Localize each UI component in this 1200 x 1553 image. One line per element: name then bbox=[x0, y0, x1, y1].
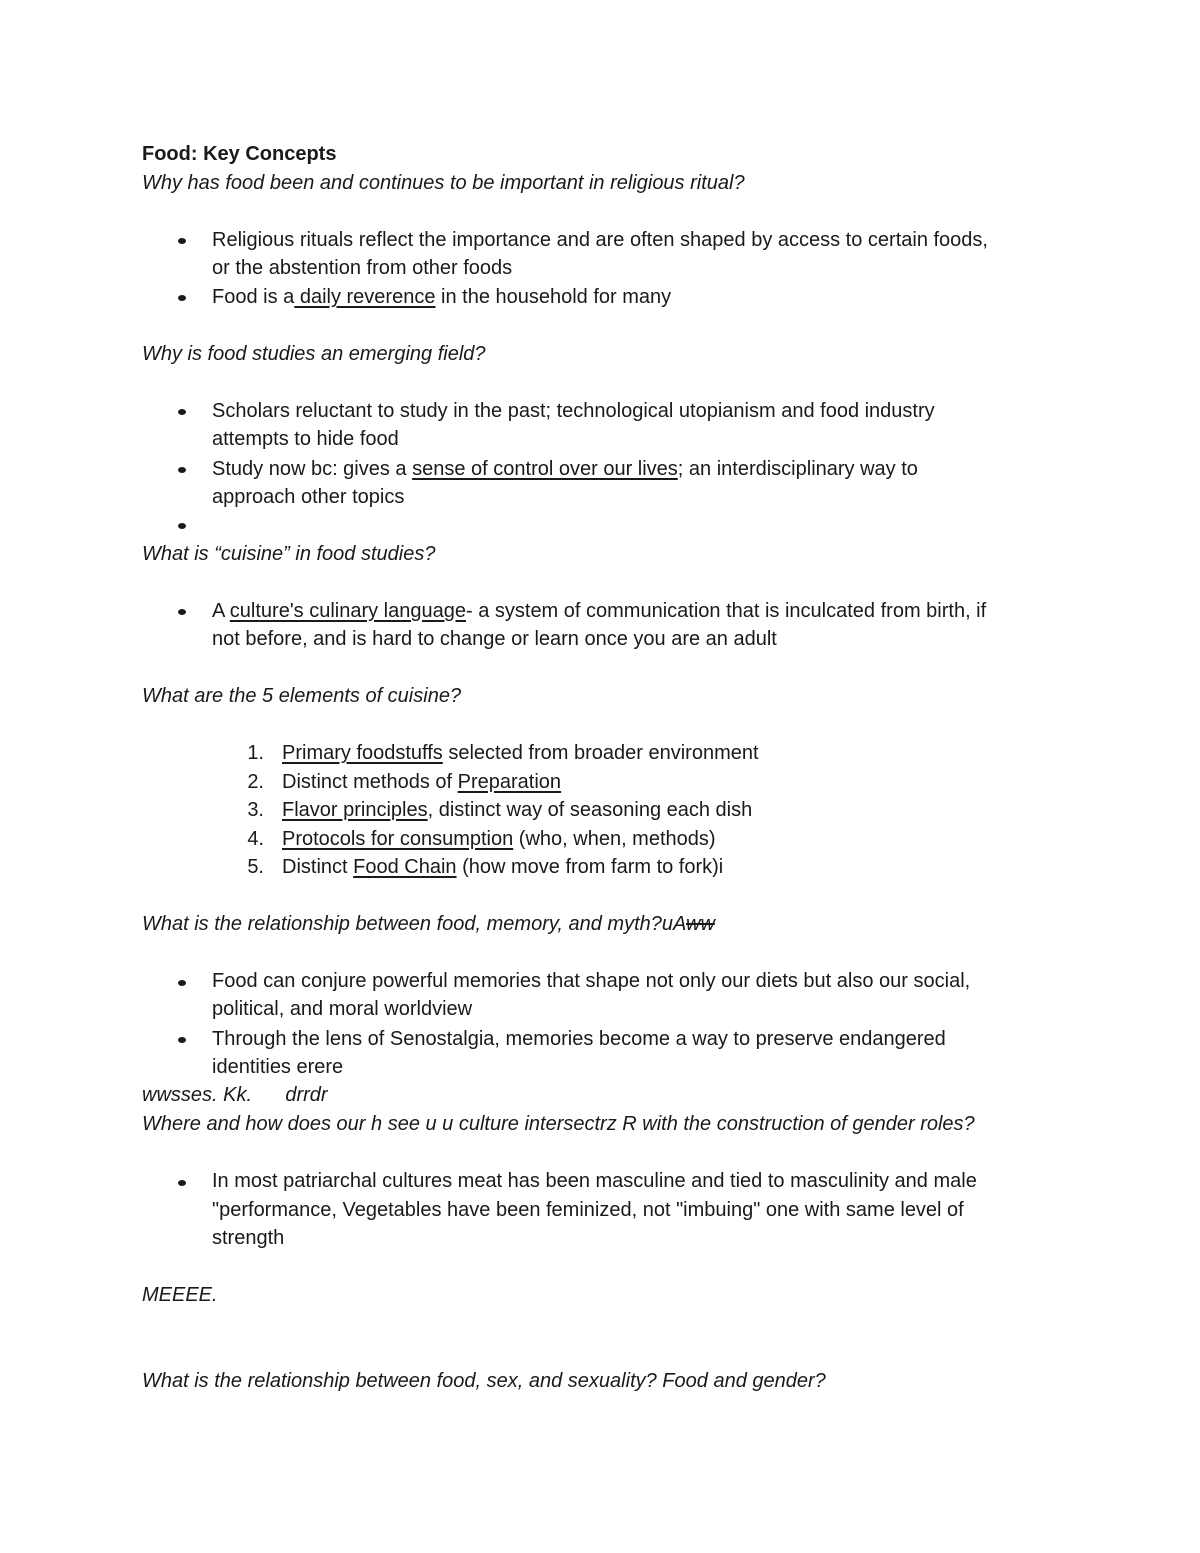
struck-text: ww bbox=[686, 913, 715, 935]
bullet-icon bbox=[178, 1180, 186, 1186]
bullet-icon bbox=[178, 523, 186, 529]
meee-text: MEEEE. bbox=[142, 1284, 218, 1306]
bullet-icon bbox=[178, 238, 186, 244]
bullet-text: Scholars reluctant to study in the past; technological utopianism and food industry bbox=[212, 400, 935, 422]
question-five-elements: What are the 5 elements of cuisine? bbox=[142, 685, 462, 707]
bullet-icon bbox=[178, 295, 186, 301]
question-emerging-field: Why is food studies an emerging field? bbox=[142, 343, 486, 365]
underlined-phrase: Protocols for consumption bbox=[282, 828, 514, 850]
bullet-text: Food is a daily reverence in the household for many bbox=[212, 286, 672, 308]
list-number: 1. bbox=[247, 742, 264, 764]
bullet-text: Food can conjure powerful memories that shape not only our diets but also our social, bbox=[212, 970, 971, 992]
list-number: 2. bbox=[247, 771, 264, 793]
bullet-text-cont: or the abstention from other foods bbox=[212, 257, 513, 279]
stray-text: wwsses. Kk. drrdr bbox=[142, 1084, 328, 1106]
bullet-icon bbox=[178, 409, 186, 415]
list-number: 4. bbox=[247, 828, 264, 850]
question-cuisine: What is “cuisine” in food studies? bbox=[142, 543, 436, 565]
doc-title: Food: Key Concepts bbox=[142, 143, 337, 165]
list-number: 3. bbox=[247, 799, 264, 821]
underlined-phrase: Primary foodstuffs bbox=[282, 742, 443, 764]
bullet-text-cont: political, and moral worldview bbox=[212, 998, 473, 1020]
bullet-icon bbox=[178, 609, 186, 615]
question-religious-ritual: Why has food been and continues to be important in religious ritual? bbox=[142, 172, 745, 194]
bullet-text: Religious rituals reflect the importance and are often shaped by access to certain foods, bbox=[212, 229, 988, 251]
bullet-text-cont: attempts to hide food bbox=[212, 428, 399, 450]
underlined-phrase: daily reverence bbox=[294, 286, 436, 308]
underlined-phrase: Preparation bbox=[457, 771, 562, 793]
bullet-text: In most patriarchal cultures meat has been masculine and tied to masculinity and male bbox=[212, 1170, 977, 1192]
bullet-icon bbox=[178, 980, 186, 986]
bullet-icon bbox=[178, 1037, 186, 1043]
bullet-text-cont: strength bbox=[212, 1227, 285, 1249]
question-gender-roles: Where and how does our h see u u culture intersectrz R with the construction of gender roles? bbox=[142, 1113, 975, 1135]
list-item: Flavor principles, distinct way of seasoning each dish bbox=[282, 799, 753, 821]
bullet-text: Study now bc: gives a sense of control over our lives; an interdisciplinary way to bbox=[212, 458, 918, 480]
list-item: Protocols for consumption (who, when, methods) bbox=[282, 828, 716, 850]
question-memory-myth: What is the relationship between food, memory, and myth?uAww bbox=[142, 913, 715, 935]
underlined-phrase: sense of control over our lives bbox=[412, 458, 678, 480]
bullet-text: A culture's culinary language- a system of communication that is inculcated from birth, if bbox=[212, 600, 987, 622]
underlined-phrase: culture's culinary language bbox=[229, 600, 466, 622]
list-item: Primary foodstuffs selected from broader environment bbox=[282, 742, 759, 764]
underlined-phrase: Flavor principles bbox=[282, 799, 428, 821]
bullet-text-cont: approach other topics bbox=[212, 486, 405, 508]
bullet-text-cont: "performance, Vegetables have been feminized, not "imbuing" one with same level of bbox=[212, 1199, 964, 1221]
underlined-phrase: Food Chain bbox=[353, 856, 457, 878]
bullet-text: Through the lens of Senostalgia, memories become a way to preserve endangered bbox=[212, 1028, 946, 1050]
list-item: Distinct Food Chain (how move from farm to fork)i bbox=[282, 856, 724, 878]
bullet-text-cont: identities erere bbox=[212, 1056, 344, 1078]
list-item: Distinct methods of Preparation bbox=[282, 771, 562, 793]
question-sex-sexuality: What is the relationship between food, sex, and sexuality? Food and gender? bbox=[142, 1370, 826, 1392]
bullet-text-cont: not before, and is hard to change or learn once you are an adult bbox=[212, 628, 777, 650]
bullet-icon bbox=[178, 467, 186, 473]
list-number: 5. bbox=[247, 856, 264, 878]
